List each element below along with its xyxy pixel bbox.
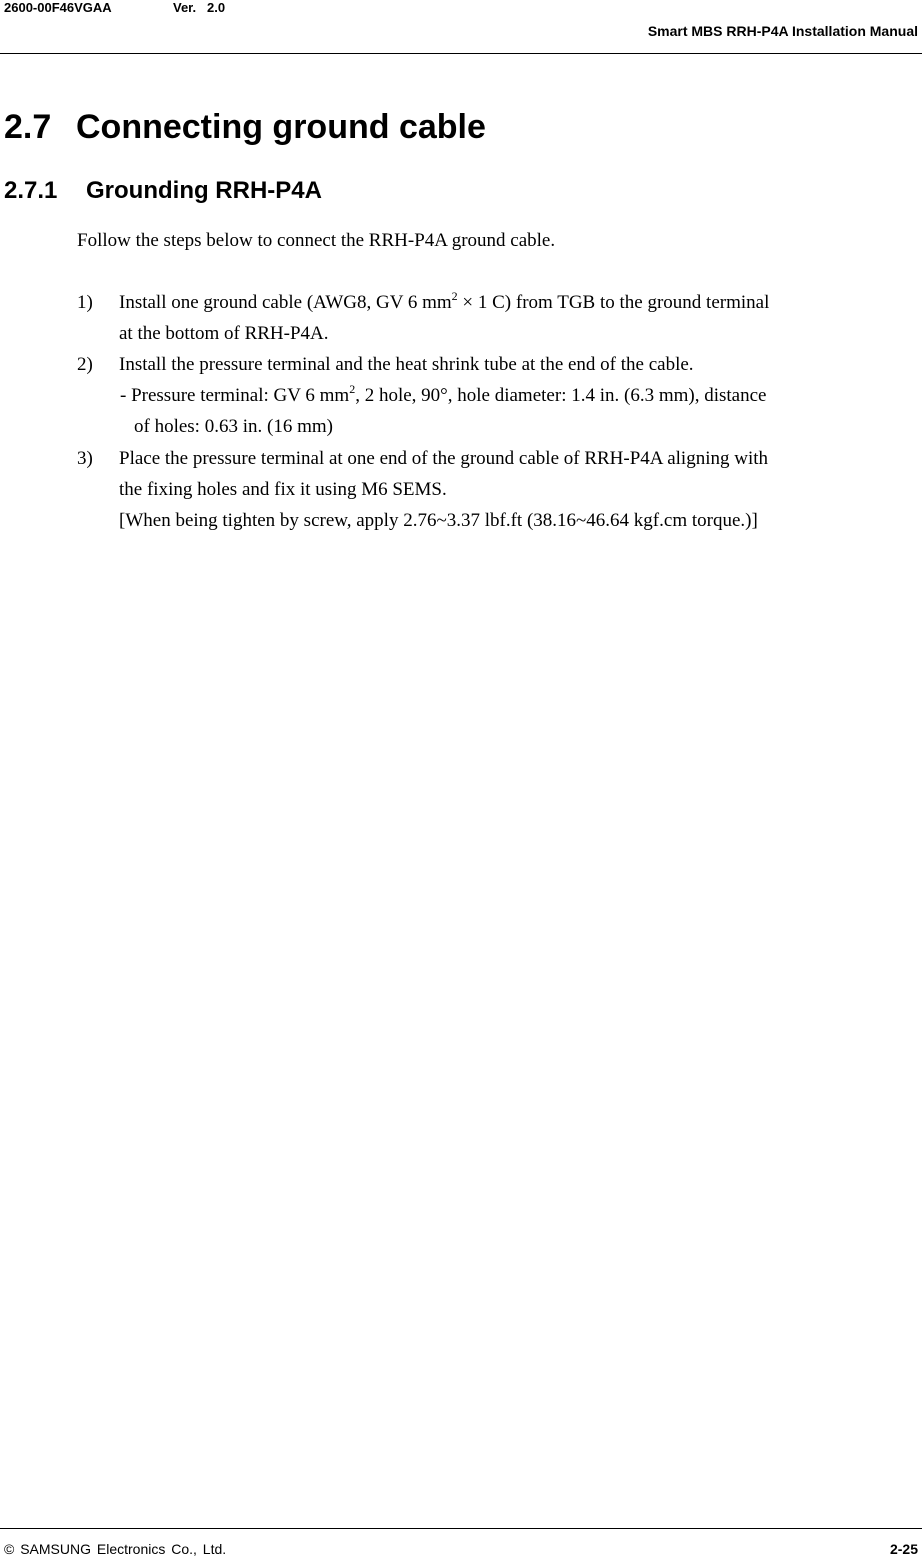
step-text-part: Install one ground cable (AWG8, GV 6 mm xyxy=(119,292,452,313)
subsection-number: 2.7.1 xyxy=(4,177,58,204)
step-text xyxy=(119,349,694,380)
copyright-notice: © SAMSUNG Electronics Co., Ltd. xyxy=(4,1541,227,1557)
step-line: the fixing holes and fix it using M6 SEMS. xyxy=(119,479,447,500)
document-version: Ver. 2.0 xyxy=(173,0,226,15)
section-heading xyxy=(4,108,486,147)
step-number: 1) xyxy=(77,292,93,313)
step-text xyxy=(119,287,769,349)
superscript: 2 xyxy=(451,289,458,303)
subsection-heading xyxy=(4,177,322,205)
page-number: 2-25 xyxy=(889,1541,918,1557)
detail-text-part: , 2 hole, 90°, hole diameter: 1.4 in. (6.3 mm), distance xyxy=(355,385,767,406)
document-id: 2600-00F46VGAA xyxy=(4,0,112,15)
page-footer xyxy=(0,1528,922,1559)
detail-line: of holes: 0.63 in. (16 mm) xyxy=(134,416,333,437)
manual-title: Smart MBS RRH-P4A Installation Manual xyxy=(647,23,918,39)
section-number: 2.7 xyxy=(4,108,52,146)
intro-paragraph: Follow the steps below to connect the RRH-P4A ground cable. xyxy=(77,230,556,251)
superscript: 2 xyxy=(349,382,356,396)
section-title: Connecting ground cable xyxy=(76,108,486,146)
step-2-detail xyxy=(120,380,766,442)
step-number: 2) xyxy=(77,354,93,375)
detail-line xyxy=(120,380,766,411)
step-line: Place the pressure terminal at one end of the ground cable of RRH-P4A aligning with xyxy=(119,448,769,469)
detail-text-part: - Pressure terminal: GV 6 mm xyxy=(120,385,350,406)
step-line xyxy=(119,287,769,318)
step-text xyxy=(119,443,768,536)
step-line: [When being tighten by screw, apply 2.76~3.37 lbf.ft (38.16~46.64 kgf.cm torque.)] xyxy=(119,510,758,531)
subsection-title: Grounding RRH-P4A xyxy=(86,177,322,204)
step-number: 3) xyxy=(77,448,93,469)
step-text-part: × 1 C) from TGB to the ground terminal xyxy=(457,292,770,313)
step-line: Install the pressure terminal and the heat shrink tube at the end of the cable. xyxy=(119,354,694,375)
page-header xyxy=(0,0,922,54)
step-line: at the bottom of RRH-P4A. xyxy=(119,323,329,344)
